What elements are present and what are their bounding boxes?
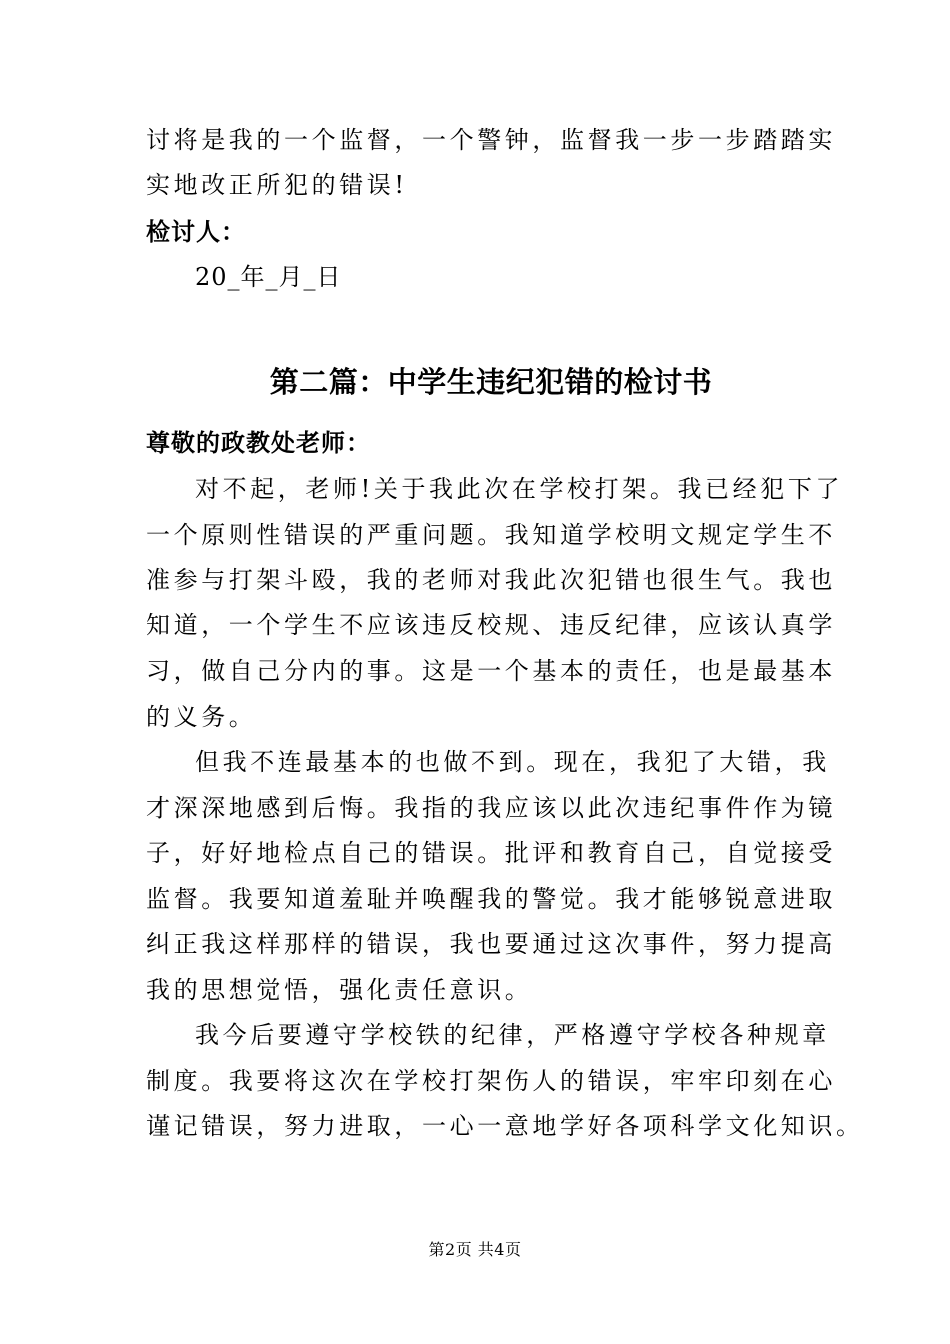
page-indicator: 第2页 共4页 bbox=[428, 1240, 522, 1259]
signer-label: 检讨人： bbox=[146, 217, 246, 246]
paragraph-line: 才深深地感到后悔。我指的我应该以此次违纪事件作为镜 bbox=[146, 794, 836, 822]
paragraph-line: 但我不连最基本的也做不到。现在，我犯了大错，我 bbox=[195, 748, 830, 776]
paragraph-line: 一个原则性错误的严重问题。我知道学校明文规定学生不 bbox=[146, 521, 836, 549]
text-line: 实地改正所犯的错误! bbox=[146, 171, 408, 199]
paragraph-line: 制度。我要将这次在学校打架伤人的错误，牢牢印刻在心 bbox=[146, 1067, 836, 1095]
paragraph-line: 准参与打架斗殴，我的老师对我此次犯错也很生气。我也 bbox=[146, 566, 836, 594]
paragraph-line: 知道，一个学生不应该违反校规、违反纪律，应该认真学 bbox=[146, 611, 836, 639]
paragraph-line: 我今后要遵守学校铁的纪律，严格遵守学校各种规章 bbox=[195, 1021, 830, 1049]
paragraph-line: 对不起，老师!关于我此次在学校打架。我已经犯下了 bbox=[195, 475, 844, 503]
date-line: 20_年_月_日 bbox=[195, 263, 342, 291]
paragraph-line: 谨记错误，努力进取，一心一意地学好各项科学文化知识。 bbox=[146, 1112, 864, 1140]
paragraph-line: 子，好好地检点自己的错误。批评和教育自己，自觉接受 bbox=[146, 839, 836, 867]
paragraph-line: 监督。我要知道羞耻并唤醒我的警觉。我才能够锐意进取 bbox=[146, 885, 836, 913]
paragraph-line: 纠正我这样那样的错误，我也要通过这次事件，努力提高 bbox=[146, 930, 836, 958]
paragraph-line: 习，做自己分内的事。这是一个基本的责任，也是最基本 bbox=[146, 657, 836, 685]
section-title: 第二篇：中学生违纪犯错的检讨书 bbox=[269, 365, 713, 399]
text-line: 讨将是我的一个监督，一个警钟，监督我一步一步踏踏实 bbox=[146, 126, 836, 154]
salutation: 尊敬的政教处老师： bbox=[146, 428, 371, 457]
paragraph-line: 的义务。 bbox=[146, 703, 257, 731]
paragraph-line: 我的思想觉悟，强化责任意识。 bbox=[146, 976, 533, 1004]
